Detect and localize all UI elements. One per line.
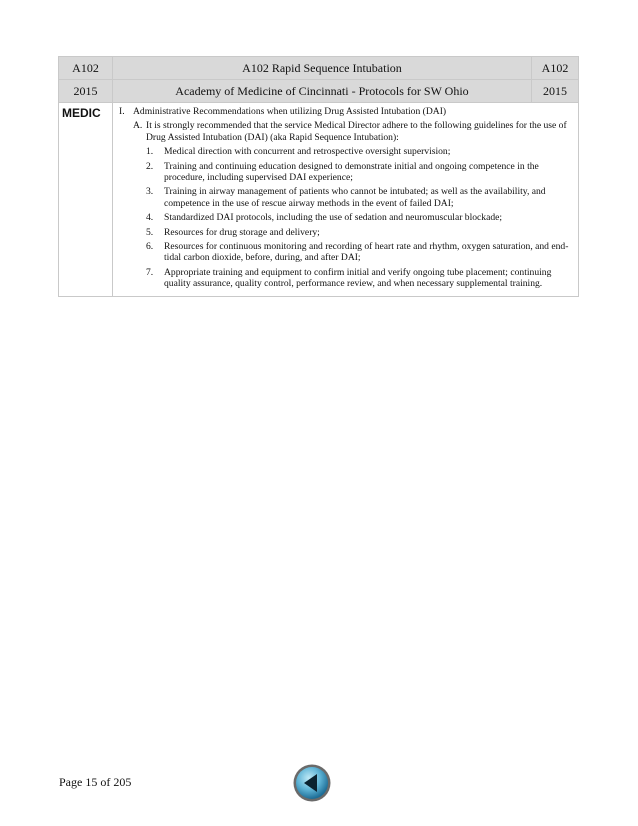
list-item-marker: 5. bbox=[146, 226, 154, 238]
list-item bbox=[146, 146, 574, 157]
section-heading bbox=[119, 106, 574, 117]
list-item bbox=[146, 267, 574, 290]
protocol-table bbox=[58, 56, 579, 297]
section-marker: I. bbox=[119, 106, 125, 117]
protocol-code-left: A102 bbox=[59, 57, 113, 80]
guideline-list bbox=[146, 146, 574, 289]
protocol-year-right: 2015 bbox=[532, 80, 579, 103]
role-label: MEDIC bbox=[59, 103, 113, 297]
list-item-marker: 1. bbox=[146, 146, 154, 158]
back-button[interactable] bbox=[292, 763, 332, 803]
protocol-subtitle: Academy of Medicine of Cincinnati - Protocols for SW Ohio bbox=[113, 80, 532, 103]
list-item bbox=[146, 186, 574, 209]
back-arrow-icon[interactable] bbox=[292, 763, 332, 803]
content-row bbox=[59, 103, 579, 297]
subsection bbox=[133, 120, 574, 143]
protocol-year-left: 2015 bbox=[59, 80, 113, 103]
list-item bbox=[146, 227, 574, 238]
subsection-marker: A. bbox=[133, 120, 143, 132]
subsection-text: It is strongly recommended that the service Medical Director adhere to the following guidelines for the use of Drug Assisted Intubation (DAI) (aka Rapid Sequence Intubation): bbox=[146, 120, 567, 143]
list-item-text: Standardized DAI protocols, including the use of sedation and neuromuscular blockade; bbox=[164, 212, 503, 224]
protocol-title: A102 Rapid Sequence Intubation bbox=[113, 57, 532, 80]
list-item-marker: 7. bbox=[146, 266, 154, 278]
header-row-title bbox=[59, 57, 579, 80]
section-text: Administrative Recommendations when utilizing Drug Assisted Intubation (DAI) bbox=[133, 106, 447, 117]
protocol-content bbox=[113, 103, 579, 297]
protocol-code-right: A102 bbox=[532, 57, 579, 80]
list-item-text: Resources for drug storage and delivery; bbox=[164, 226, 320, 238]
list-item-text: Resources for continuous monitoring and recording of heart rate and rhythm, oxygen saturation, and end-tidal carbon dioxide, before, during, and after DAI; bbox=[164, 241, 569, 264]
list-item-marker: 6. bbox=[146, 241, 154, 253]
list-item-text: Training in airway management of patients who cannot be intubated; as well as the availability, and competence in the use of rescue airway methods in the event of failed DAI; bbox=[164, 186, 546, 209]
list-item bbox=[146, 241, 574, 264]
list-item-text: Training and continuing education designed to demonstrate initial and ongoing competence in the procedure, including supervised DAI experience; bbox=[164, 160, 539, 184]
page-number: Page 15 of 205 bbox=[59, 775, 132, 789]
list-item-text: Medical direction with concurrent and retrospective oversight supervision; bbox=[164, 146, 451, 158]
list-item-text: Appropriate training and equipment to confirm initial and verify ongoing tube placement; continuing quality assurance, quality control, performance review, and when necessary supplemental training. bbox=[164, 266, 552, 290]
list-item-marker: 2. bbox=[146, 160, 154, 172]
list-item-marker: 4. bbox=[146, 212, 154, 224]
list-item bbox=[146, 161, 574, 184]
list-item bbox=[146, 212, 574, 223]
header-row-subtitle bbox=[59, 80, 579, 103]
list-item-marker: 3. bbox=[146, 186, 154, 198]
